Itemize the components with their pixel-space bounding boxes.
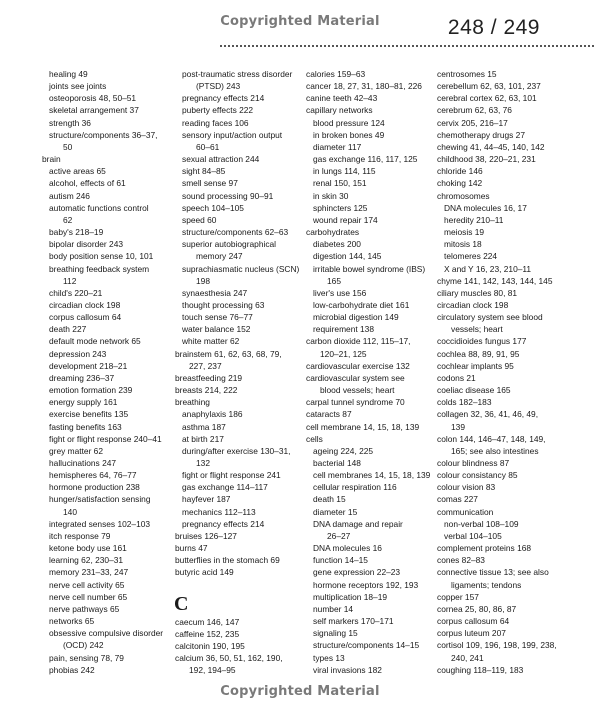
index-entry: canine teeth 42–43 bbox=[306, 93, 378, 104]
index-subentry: in lungs 114, 115 bbox=[313, 166, 376, 177]
index-subentry: speed 60 bbox=[182, 214, 217, 225]
index-subentry: heredity 210–11 bbox=[444, 214, 504, 225]
index-entry: butterflies in the stomach 69 bbox=[175, 555, 280, 566]
index-entry: childhood 38, 220–21, 231 bbox=[437, 154, 536, 165]
index-entry: caecum 146, 147 bbox=[175, 616, 240, 627]
index-entry: chyme 141, 142, 143, 144, 145 bbox=[437, 275, 553, 286]
index-subentry: sight 84–85 bbox=[182, 166, 226, 177]
index-subentry: in skin 30 bbox=[313, 190, 349, 201]
index-entry: 227, 237 bbox=[189, 360, 222, 371]
index-subentry: reading faces 106 bbox=[182, 117, 249, 128]
index-entry: ciliary muscles 80, 81 bbox=[437, 287, 518, 298]
index-entry: complement proteins 168 bbox=[437, 543, 532, 554]
index-entry: cochlea 88, 89, 91, 95 bbox=[437, 348, 520, 359]
index-subentry: blood pressure 124 bbox=[313, 117, 385, 128]
index-entry: 139 bbox=[451, 421, 465, 432]
index-subentry: speech 104–105 bbox=[182, 202, 244, 213]
index-subentry: requirement 138 bbox=[313, 324, 374, 335]
index-subentry: suprachiasmatic nucleus (SCN) bbox=[182, 263, 300, 274]
index-subentry: gas exchange 114–117 bbox=[182, 482, 268, 493]
index-subentry: 140 bbox=[63, 506, 77, 517]
index-subentry: osteoporosis 48, 50–51 bbox=[49, 93, 137, 104]
index-entry: centrosomes 15 bbox=[437, 69, 497, 79]
index-subentry: ageing 224, 225 bbox=[313, 445, 374, 456]
index-entry: cataracts 87 bbox=[306, 409, 352, 420]
index-subentry: microbial digestion 149 bbox=[313, 312, 399, 323]
index-subentry: joints see joints bbox=[49, 81, 107, 92]
index-subentry: 165 bbox=[327, 275, 341, 286]
index-subentry: skeletal arrangement 37 bbox=[49, 105, 139, 116]
index-entry: cells bbox=[306, 433, 323, 444]
index-entry: connective tissue 13; see also bbox=[437, 567, 549, 578]
index-entry: carbohydrates bbox=[306, 227, 360, 238]
index-subentry: memory 247 bbox=[196, 251, 243, 262]
index-subentry: ketone body use 161 bbox=[49, 543, 127, 554]
index-subentry: hallucinations 247 bbox=[49, 458, 117, 468]
index-subentry: 26–27 bbox=[327, 530, 351, 541]
index-entry: calories 159–63 bbox=[306, 69, 366, 79]
index-subentry: diameter 117 bbox=[313, 141, 362, 152]
index-entry: burns 47 bbox=[175, 543, 208, 554]
index-subentry: DNA molecules 16, 17 bbox=[444, 202, 527, 213]
index-subentry: low-carbohydrate diet 161 bbox=[313, 299, 410, 310]
index-subentry: non-verbal 108–109 bbox=[444, 518, 519, 529]
index-subentry: corpus callosum 64 bbox=[49, 312, 122, 323]
index-entry: colds 182–183 bbox=[437, 397, 492, 408]
copyright-banner-top: Copyrighted Material bbox=[220, 14, 380, 29]
index-subentry: hunger/satisfaction sensing bbox=[49, 494, 151, 505]
index-subentry: breathing feedback system bbox=[49, 263, 150, 274]
index-entry: circulatory system see blood bbox=[437, 312, 543, 323]
index-subentry: 60–61 bbox=[196, 141, 220, 152]
index-subentry: default mode network 65 bbox=[49, 336, 141, 347]
index-subentry: structure/components 62–63 bbox=[182, 227, 289, 238]
index-subentry: digestion 144, 145 bbox=[313, 251, 382, 262]
index-entry: coeliac disease 165 bbox=[437, 385, 511, 396]
index-subentry: puberty effects 222 bbox=[182, 105, 254, 116]
index-subentry: fasting benefits 163 bbox=[49, 421, 122, 432]
index-subentry: strength 36 bbox=[49, 117, 91, 128]
index-subentry: asthma 187 bbox=[182, 421, 226, 432]
index-subentry: thought processing 63 bbox=[182, 299, 265, 310]
index-subentry: dreaming 236–37 bbox=[49, 372, 115, 383]
index-subentry: fight or flight response 240–41 bbox=[49, 433, 162, 444]
index-entry: coughing 118–119, 183 bbox=[437, 664, 524, 675]
index-subentry: nerve pathways 65 bbox=[49, 603, 120, 614]
index-entry: caffeine 152, 235 bbox=[175, 628, 240, 639]
index-entry: cornea 25, 80, 86, 87 bbox=[437, 603, 517, 614]
index-subentry: fight or flight response 241 bbox=[182, 470, 281, 481]
index-subentry: integrated senses 102–103 bbox=[49, 518, 151, 529]
index-entry: cerebellum 62, 63, 101, 237 bbox=[437, 81, 541, 92]
index-subentry: hormone production 238 bbox=[49, 482, 140, 493]
index-subentry: structure/components 14–15 bbox=[313, 640, 420, 651]
index-subentry: obsessive compulsive disorder bbox=[49, 628, 164, 639]
index-entry: carpal tunnel syndrome 70 bbox=[306, 397, 405, 408]
index-subentry: during/after exercise 130–31, bbox=[182, 445, 291, 456]
index-subentry: nerve cell activity 65 bbox=[49, 579, 125, 590]
index-entry: cardiovascular system see bbox=[306, 372, 405, 383]
index-subentry: DNA damage and repair bbox=[313, 518, 403, 529]
index-entry: cancer 18, 27, 31, 180–81, 226 bbox=[306, 81, 422, 92]
index-entry: calcitonin 190, 195 bbox=[175, 641, 245, 652]
index-column-2 bbox=[175, 68, 303, 677]
index-entry: bruises 126–127 bbox=[175, 530, 237, 541]
index-subentry: mitosis 18 bbox=[444, 239, 482, 250]
index-column-4 bbox=[437, 68, 565, 676]
index-entry: ligaments; tendons bbox=[451, 579, 522, 590]
index-entry: corpus luteum 207 bbox=[437, 628, 506, 639]
index-subentry: renal 150, 151 bbox=[313, 178, 367, 189]
index-subentry: active areas 65 bbox=[49, 166, 106, 177]
index-subentry: phobias 242 bbox=[49, 664, 95, 675]
index-subentry: 62 bbox=[63, 214, 73, 225]
index-subentry: bacterial 148 bbox=[313, 458, 361, 468]
index-subentry: sensory input/action output bbox=[182, 129, 283, 140]
index-subentry: circadian clock 198 bbox=[49, 299, 121, 310]
index-entry: chewing 41, 44–45, 140, 142 bbox=[437, 141, 545, 152]
index-subentry: sphincters 125 bbox=[313, 202, 368, 213]
index-column-1 bbox=[42, 68, 170, 676]
index-entry: capillary networks bbox=[306, 105, 373, 116]
index-subentry: pain, sensing 78, 79 bbox=[49, 652, 124, 663]
index-subentry: exercise benefits 135 bbox=[49, 409, 129, 420]
index-subentry: death 15 bbox=[313, 494, 346, 505]
index-subentry: development 218–21 bbox=[49, 360, 128, 371]
index-entry: breastfeeding 219 bbox=[175, 372, 243, 383]
index-subentry: networks 65 bbox=[49, 616, 95, 627]
index-entry bbox=[175, 579, 303, 591]
index-subentry: superior autobiographical bbox=[182, 239, 277, 250]
index-subentry: signaling 15 bbox=[313, 628, 358, 639]
index-entry: choking 142 bbox=[437, 178, 483, 189]
index-entry: breathing bbox=[175, 397, 210, 408]
index-subentry: X and Y 16, 23, 210–11 bbox=[444, 263, 532, 274]
index-subentry: 50 bbox=[63, 141, 73, 152]
index-subentry: meiosis 19 bbox=[444, 227, 485, 238]
index-entry: cerebrum 62, 63, 76 bbox=[437, 105, 512, 116]
index-subentry: child's 220–21 bbox=[49, 287, 103, 298]
index-subentry: liver's use 156 bbox=[313, 287, 367, 298]
index-subentry: (PTSD) 243 bbox=[196, 81, 241, 92]
index-subentry: hayfever 187 bbox=[182, 494, 231, 505]
index-entry: copper 157 bbox=[437, 591, 479, 602]
index-subentry: self markers 170–171 bbox=[313, 616, 394, 627]
index-entry: breasts 214, 222 bbox=[175, 385, 238, 396]
index-subentry: multiplication 18–19 bbox=[313, 591, 388, 602]
index-entry: codons 21 bbox=[437, 372, 476, 383]
index-entry: cerebral cortex 62, 63, 101 bbox=[437, 93, 537, 104]
index-entry: cones 82–83 bbox=[437, 555, 485, 566]
index-subentry: irritable bowel syndrome (IBS) bbox=[313, 263, 426, 274]
index-subentry: cellular respiration 116 bbox=[313, 482, 397, 493]
index-entry: 192, 194–95 bbox=[189, 665, 236, 676]
index-entry: brainstem 61, 62, 63, 68, 79, bbox=[175, 348, 282, 359]
index-subentry: anaphylaxis 186 bbox=[182, 409, 243, 420]
index-entry: comas 227 bbox=[437, 494, 478, 505]
page-numbers: 248 / 249 bbox=[447, 16, 540, 39]
index-entry: 240, 241 bbox=[451, 652, 484, 663]
index-subentry: diabetes 200 bbox=[313, 239, 361, 250]
index-subentry: 132 bbox=[196, 458, 210, 468]
index-subentry: death 227 bbox=[49, 324, 87, 335]
index-subentry: diameter 15 bbox=[313, 506, 358, 517]
index-subentry: pregnancy effects 214 bbox=[182, 93, 265, 104]
index-entry: blood vessels; heart bbox=[320, 385, 395, 396]
index-subentry: function 14–15 bbox=[313, 555, 368, 566]
index-subentry: (OCD) 242 bbox=[63, 640, 104, 651]
header-dotted-rule bbox=[220, 45, 594, 47]
index-subentry: gas exchange 116, 117, 125 bbox=[313, 154, 418, 165]
index-subentry: hemispheres 64, 76–77 bbox=[49, 470, 137, 481]
index-subentry: bipolar disorder 243 bbox=[49, 239, 124, 250]
index-subentry: gene expression 22–23 bbox=[313, 567, 401, 578]
index-entry: coccidioides fungus 177 bbox=[437, 336, 527, 347]
index-subentry: sound processing 90–91 bbox=[182, 190, 274, 201]
index-entry: cardiovascular exercise 132 bbox=[306, 360, 410, 371]
index-subentry: verbal 104–105 bbox=[444, 530, 502, 541]
index-subentry: mechanics 112–113 bbox=[182, 506, 256, 517]
index-entry: cortisol 109, 196, 198, 199, 238, bbox=[437, 640, 557, 651]
index-subentry: baby's 218–19 bbox=[49, 227, 104, 238]
index-entry: communication bbox=[437, 506, 494, 517]
index-entry: colour consistancy 85 bbox=[437, 470, 518, 481]
index-subentry: autism 246 bbox=[49, 190, 90, 201]
index-entry: colour blindness 87 bbox=[437, 458, 510, 468]
index-entry: cochlear implants 95 bbox=[437, 360, 514, 371]
index-subentry: hormone receptors 192, 193 bbox=[313, 579, 419, 590]
index-entry: 120–21, 125 bbox=[320, 348, 367, 359]
index-subentry: types 13 bbox=[313, 652, 345, 663]
index-subentry: synaesthesia 247 bbox=[182, 287, 248, 298]
index-subentry: nerve cell number 65 bbox=[49, 591, 128, 602]
index-entry: colour vision 83 bbox=[437, 482, 496, 493]
index-entry: chemotherapy drugs 27 bbox=[437, 129, 525, 140]
index-entry: circadian clock 198 bbox=[437, 299, 509, 310]
index-subentry: depression 243 bbox=[49, 348, 107, 359]
index-entry: butyric acid 149 bbox=[175, 567, 234, 578]
index-subentry: wound repair 174 bbox=[313, 214, 378, 225]
index-entry: calcium 36, 50, 51, 162, 190, bbox=[175, 653, 283, 664]
index-subentry: energy supply 161 bbox=[49, 397, 118, 408]
index-entry: corpus callosum 64 bbox=[437, 616, 510, 627]
index-subentry: telomeres 224 bbox=[444, 251, 498, 262]
index-entry: brain bbox=[42, 154, 61, 165]
index-entry: colon 144, 146–47, 148, 149, bbox=[437, 433, 546, 444]
index-subentry: healing 49 bbox=[49, 69, 88, 79]
index-subentry: at birth 217 bbox=[182, 433, 224, 444]
index-subentry: automatic functions control bbox=[49, 202, 149, 213]
index-subentry: grey matter 62 bbox=[49, 445, 103, 456]
index-subentry: itch response 79 bbox=[49, 530, 111, 541]
index-subentry: white matter 62 bbox=[182, 336, 240, 347]
index-subentry: viral invasions 182 bbox=[313, 664, 382, 675]
index-subentry: water balance 152 bbox=[182, 324, 251, 335]
index-entry: chromosomes bbox=[437, 190, 490, 201]
copyright-banner-bottom: Copyrighted Material bbox=[220, 684, 380, 699]
index-entry: collagen 32, 36, 41, 46, 49, bbox=[437, 409, 539, 420]
index-subentry: structure/components 36–37, bbox=[49, 129, 158, 140]
index-subentry: in broken bones 49 bbox=[313, 129, 385, 140]
index-subentry: number 14 bbox=[313, 603, 354, 614]
index-entry: cervix 205, 216–17 bbox=[437, 117, 508, 128]
index-subentry: learning 62, 230–31 bbox=[49, 555, 124, 566]
index-subentry: cell membranes 14, 15, 18, 139 bbox=[313, 470, 431, 481]
index-subentry: 198 bbox=[196, 275, 210, 286]
index-subentry: smell sense 97 bbox=[182, 178, 238, 189]
index-subentry: post-traumatic stress disorder bbox=[182, 69, 293, 79]
index-subentry: 112 bbox=[63, 275, 77, 286]
index-entry: carbon dioxide 112, 115–17, bbox=[306, 336, 411, 347]
index-subentry: memory 231–33, 247 bbox=[49, 567, 129, 578]
index-subentry: DNA molecules 16 bbox=[313, 543, 382, 554]
index-subentry: pregnancy effects 214 bbox=[182, 518, 265, 529]
index-subentry: alcohol, effects of 61 bbox=[49, 178, 126, 189]
index-entry: chloride 146 bbox=[437, 166, 483, 177]
index-entry: 165; see also intestines bbox=[451, 445, 539, 456]
index-column-3 bbox=[306, 68, 434, 676]
index-subentry: touch sense 76–77 bbox=[182, 312, 253, 323]
index-entry: vessels; heart bbox=[451, 324, 503, 335]
index-subentry: sexual attraction 244 bbox=[182, 154, 260, 165]
section-letter: C bbox=[174, 592, 189, 615]
index-subentry: body position sense 10, 101 bbox=[49, 251, 154, 262]
index-entry: cell membrane 14, 15, 18, 139 bbox=[306, 421, 420, 432]
index-subentry: emotion formation 239 bbox=[49, 385, 133, 396]
